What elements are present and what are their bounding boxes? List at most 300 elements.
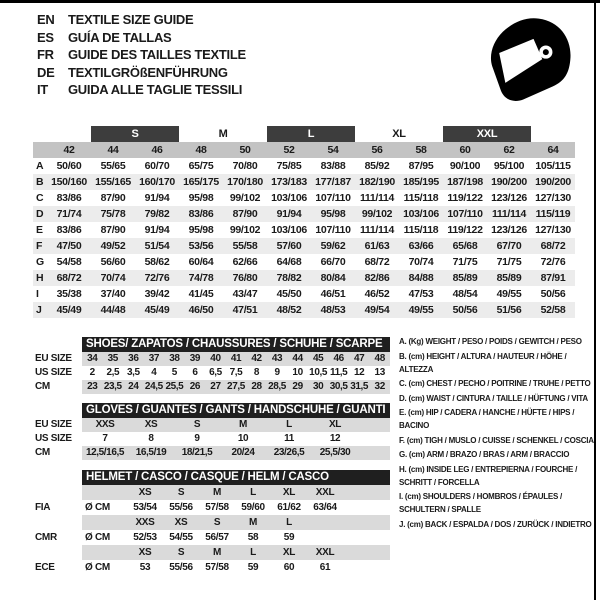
size-header: XXS bbox=[135, 517, 155, 528]
measurement-legend bbox=[399, 335, 599, 532]
size-cell: 12 bbox=[354, 367, 365, 378]
size-cell: 71/75 bbox=[496, 256, 522, 268]
size-cell: 107/110 bbox=[315, 192, 351, 204]
size-cell: 187/198 bbox=[447, 176, 483, 188]
table-row bbox=[35, 432, 390, 446]
size-cell: 34 bbox=[87, 353, 98, 364]
size-cell: 59/62 bbox=[320, 240, 346, 252]
row-cells bbox=[82, 560, 390, 575]
size-cell: 40 bbox=[210, 353, 221, 364]
size-cell: 75/78 bbox=[100, 208, 126, 220]
size-cell: 99/102 bbox=[229, 192, 261, 204]
gloves-table-title: GLOVES / GUANTES / GANTS / HANDSCHUHE / GUANTI bbox=[82, 403, 390, 418]
row-cells bbox=[82, 500, 390, 515]
table-row bbox=[35, 560, 390, 575]
header-spacer bbox=[35, 470, 82, 485]
row-cells bbox=[82, 485, 390, 500]
row-label: F bbox=[36, 240, 43, 252]
size-cell: 115/118 bbox=[403, 192, 439, 204]
row-cells bbox=[82, 515, 390, 530]
size-header: L bbox=[250, 487, 256, 498]
size-cell: 39 bbox=[189, 353, 201, 364]
size-cell: 39/42 bbox=[144, 288, 170, 300]
language-row bbox=[37, 11, 246, 29]
size-cell: 65/75 bbox=[188, 160, 214, 172]
size-cell: 46 bbox=[333, 353, 344, 364]
size-cell: 3,5 bbox=[126, 367, 140, 378]
column-header: 58 bbox=[415, 144, 427, 156]
size-header: XL bbox=[282, 487, 296, 498]
size-header: S bbox=[213, 517, 221, 528]
unit-cell bbox=[82, 545, 127, 560]
size-cell: 2 bbox=[89, 367, 95, 378]
size-cell: 50/56 bbox=[540, 288, 566, 300]
size-cell: XS bbox=[144, 419, 158, 430]
legend-item: F. (cm) TIGH / MUSLO / CUISSE / SCHENKEL / COSCIA bbox=[399, 435, 594, 445]
row-label: US SIZE bbox=[35, 367, 72, 378]
size-cell: 85/92 bbox=[364, 160, 390, 172]
size-cell: 61/62 bbox=[277, 502, 301, 513]
size-header: S bbox=[177, 547, 185, 558]
size-cell: 58 bbox=[247, 532, 259, 543]
size-cell: 115/119 bbox=[535, 208, 571, 220]
size-cell: S bbox=[193, 419, 201, 430]
table-row bbox=[33, 206, 575, 222]
corner-spacer bbox=[33, 142, 47, 158]
size-cell: 37/40 bbox=[100, 288, 126, 300]
size-cell: 6,5 bbox=[209, 367, 222, 378]
column-header: 42 bbox=[63, 144, 75, 156]
table-row bbox=[35, 530, 390, 545]
row-label: B bbox=[36, 176, 44, 188]
size-header: L bbox=[286, 517, 292, 528]
size-cell: 11 bbox=[284, 433, 294, 444]
size-cell: 95/98 bbox=[188, 224, 214, 236]
size-cell: 42 bbox=[251, 353, 262, 364]
size-cell: 37 bbox=[148, 353, 160, 364]
size-cell: 48/53 bbox=[320, 304, 346, 316]
corner-spacer bbox=[33, 126, 47, 142]
row-label: H bbox=[36, 272, 44, 284]
row-label: CM bbox=[35, 381, 50, 392]
size-header: XL bbox=[282, 547, 296, 558]
size-cell: 54/55 bbox=[169, 532, 193, 543]
size-cell: 49/55 bbox=[408, 304, 434, 316]
size-cell: 20/24 bbox=[231, 447, 255, 458]
size-cell: 87/90 bbox=[100, 224, 126, 236]
row-cells bbox=[82, 380, 390, 394]
shoes-table-header bbox=[35, 337, 390, 352]
size-cell: 48/52 bbox=[276, 304, 302, 316]
language-row bbox=[37, 29, 246, 47]
size-cell: 27 bbox=[210, 381, 221, 392]
size-cell: 123/126 bbox=[491, 192, 527, 204]
gloves-table-header bbox=[35, 403, 390, 418]
size-cell: 90/100 bbox=[449, 160, 481, 172]
size-cell: 43 bbox=[271, 353, 283, 364]
size-band: XL bbox=[392, 128, 406, 140]
column-header: 48 bbox=[195, 144, 207, 156]
size-cell: 49/54 bbox=[364, 304, 390, 316]
size-cell: 150/160 bbox=[51, 176, 87, 188]
size-cell: 105/115 bbox=[535, 160, 571, 172]
size-cell: 11,5 bbox=[329, 367, 348, 378]
size-cell: 79/82 bbox=[144, 208, 170, 220]
size-band: S bbox=[91, 126, 179, 142]
size-cell: 58/62 bbox=[144, 256, 170, 268]
table-row bbox=[35, 500, 390, 515]
size-cell: 24,5 bbox=[144, 381, 163, 392]
table-row bbox=[33, 270, 575, 286]
size-cell: 9 bbox=[274, 367, 280, 378]
size-cell: 46/50 bbox=[188, 304, 214, 316]
row-label-spacer bbox=[35, 545, 82, 560]
row-cells bbox=[82, 446, 390, 460]
size-cell: 165/175 bbox=[183, 176, 219, 188]
language-code: IT bbox=[37, 82, 48, 97]
size-cell: 60/70 bbox=[144, 160, 170, 172]
helmet-icon-svg bbox=[486, 14, 574, 106]
unit-cell: Ø CM bbox=[85, 562, 110, 573]
language-row bbox=[37, 64, 246, 82]
size-cell: 83/86 bbox=[56, 224, 82, 236]
size-cell: 44 bbox=[292, 353, 303, 364]
size-cell: 47/50 bbox=[56, 240, 82, 252]
size-cell: 54/58 bbox=[56, 256, 82, 268]
unit-cell bbox=[82, 485, 127, 500]
table-row bbox=[33, 174, 575, 190]
size-cell: 78/82 bbox=[276, 272, 302, 284]
language-row bbox=[37, 46, 246, 64]
size-cell: 30 bbox=[312, 381, 324, 392]
size-cell: 46/52 bbox=[364, 288, 390, 300]
size-cell: 61/63 bbox=[364, 240, 390, 252]
helmet-icon bbox=[486, 14, 574, 106]
language-title-block bbox=[37, 11, 246, 99]
size-cell: 111/114 bbox=[359, 192, 395, 204]
size-cell: 57/58 bbox=[205, 502, 229, 513]
size-cell: 84/88 bbox=[408, 272, 434, 284]
column-header-row bbox=[33, 142, 575, 158]
size-cell: 119/122 bbox=[447, 192, 483, 204]
language-text: TEXTILE SIZE GUIDE bbox=[68, 12, 194, 27]
size-cell: 82/86 bbox=[364, 272, 390, 284]
row-label: ECE bbox=[35, 562, 55, 573]
row-label: I bbox=[36, 288, 39, 300]
size-header: L bbox=[250, 547, 256, 558]
size-cell: 12 bbox=[329, 433, 341, 444]
size-cell: 103/106 bbox=[271, 192, 307, 204]
size-cell: 49/55 bbox=[496, 288, 522, 300]
size-cell: 59 bbox=[247, 562, 259, 573]
size-band: L bbox=[267, 126, 355, 142]
size-cell: 51/54 bbox=[144, 240, 170, 252]
size-cell: 10 bbox=[292, 367, 303, 378]
row-label: US SIZE bbox=[35, 433, 72, 444]
table-row bbox=[33, 190, 575, 206]
size-cell: 70/80 bbox=[232, 160, 258, 172]
row-label-spacer bbox=[35, 485, 82, 500]
size-cell: 170/180 bbox=[227, 176, 263, 188]
row-label: G bbox=[36, 256, 44, 268]
table-row bbox=[33, 254, 575, 270]
size-cell: 71/75 bbox=[452, 256, 478, 268]
size-cell: 85/89 bbox=[496, 272, 522, 284]
row-label: CMR bbox=[35, 532, 57, 543]
row-cells bbox=[82, 352, 390, 366]
size-cell: 52/58 bbox=[540, 304, 566, 316]
size-cell: 68/72 bbox=[540, 240, 566, 252]
size-cell: 107/110 bbox=[315, 224, 351, 236]
row-label: J bbox=[36, 304, 42, 316]
size-cell: 127/130 bbox=[535, 224, 571, 236]
size-cell: 99/102 bbox=[361, 208, 393, 220]
row-label: C bbox=[36, 192, 44, 204]
table-row bbox=[33, 158, 575, 174]
size-cell: 32 bbox=[374, 381, 385, 392]
language-text: GUÍA DE TALLAS bbox=[68, 29, 172, 45]
size-cell: 24 bbox=[128, 381, 139, 392]
size-header-row bbox=[35, 515, 390, 530]
size-cell: 45/49 bbox=[144, 304, 170, 316]
size-cell: 119/122 bbox=[447, 224, 483, 236]
size-cell: 95/100 bbox=[493, 160, 525, 172]
language-code: DE bbox=[37, 64, 55, 80]
table-row bbox=[35, 446, 390, 460]
row-label: FIA bbox=[35, 502, 51, 513]
size-cell: 64/68 bbox=[276, 256, 302, 268]
size-cell: 41/45 bbox=[188, 288, 214, 300]
size-cell: 50/56 bbox=[452, 304, 478, 316]
size-cell: 52/53 bbox=[133, 532, 157, 543]
column-header: 54 bbox=[327, 144, 339, 156]
size-cell: 80/84 bbox=[320, 272, 346, 284]
shoes-table bbox=[35, 337, 390, 394]
size-cell: 5 bbox=[171, 367, 177, 378]
row-label-spacer bbox=[35, 515, 82, 530]
size-header: M bbox=[212, 547, 222, 558]
size-cell: 59/60 bbox=[241, 502, 265, 513]
legend-item: G. (cm) ARM / BRAZO / BRAS / ARM / BRACCIO bbox=[399, 450, 570, 459]
row-label: D bbox=[36, 208, 44, 220]
size-header: M bbox=[212, 487, 222, 498]
size-cell: 50/60 bbox=[56, 160, 82, 172]
size-cell: 10 bbox=[237, 433, 249, 444]
size-cell: 10,5 bbox=[309, 367, 328, 378]
size-cell: 91/94 bbox=[144, 192, 170, 204]
size-cell: 43/47 bbox=[232, 288, 258, 300]
size-cell: 36 bbox=[128, 353, 139, 364]
size-cell: 25,5/30 bbox=[319, 447, 351, 458]
size-cell: 62/66 bbox=[232, 256, 258, 268]
size-cell: 16,5/19 bbox=[135, 447, 167, 458]
language-code: EN bbox=[37, 12, 55, 27]
size-band bbox=[531, 126, 575, 142]
row-cells bbox=[82, 545, 390, 560]
size-cell: 95/98 bbox=[320, 208, 346, 220]
gloves-table bbox=[35, 403, 390, 460]
size-band: XXL bbox=[443, 126, 531, 142]
size-cell: 70/74 bbox=[408, 256, 434, 268]
size-cell: 25,5 bbox=[165, 381, 184, 392]
size-header: S bbox=[177, 487, 185, 498]
size-cell: 8 bbox=[253, 367, 260, 378]
size-cell: 44/48 bbox=[100, 304, 126, 316]
size-cell: 55/58 bbox=[232, 240, 258, 252]
size-cell: 26 bbox=[189, 381, 201, 392]
size-cell: 155/165 bbox=[95, 176, 131, 188]
table-row bbox=[33, 222, 575, 238]
size-header-row bbox=[35, 485, 390, 500]
language-code: ES bbox=[37, 29, 54, 45]
legend-item: I. (cm) SHOULDERS / HOMBROS / ÉPAULES / SCHULTERN / SPALLE bbox=[399, 492, 563, 514]
size-cell: 83/88 bbox=[320, 160, 346, 172]
legend-item: J. (cm) BACK / ESPALDA / DOS / ZURÜCK / INDIETRO bbox=[399, 519, 592, 529]
size-cell: 107/110 bbox=[447, 208, 483, 220]
column-header: 50 bbox=[239, 144, 251, 156]
size-cell: 57/58 bbox=[205, 562, 229, 573]
size-cell: 68/72 bbox=[364, 256, 390, 268]
size-cell: 53/56 bbox=[188, 240, 214, 252]
table-row bbox=[35, 352, 390, 366]
size-cell: 23,5 bbox=[103, 381, 122, 392]
size-cell: 66/70 bbox=[320, 256, 346, 268]
size-cell: 68/72 bbox=[56, 272, 82, 284]
size-cell: 60/64 bbox=[188, 256, 214, 268]
size-cell: 41 bbox=[230, 353, 242, 364]
row-cells bbox=[82, 366, 390, 380]
size-header: XXL bbox=[315, 487, 335, 498]
size-cell: 35 bbox=[107, 353, 118, 364]
size-cell: 91/94 bbox=[144, 224, 170, 236]
row-label: EU SIZE bbox=[35, 353, 72, 364]
size-cell: 173/183 bbox=[271, 176, 307, 188]
size-cell: 59 bbox=[283, 532, 295, 543]
size-cell: 45/49 bbox=[56, 304, 82, 316]
size-cell: 65/68 bbox=[452, 240, 478, 252]
column-header: 64 bbox=[547, 144, 559, 156]
size-cell: 74/78 bbox=[188, 272, 214, 284]
table-row bbox=[35, 380, 390, 394]
size-header: XS bbox=[138, 487, 152, 498]
size-cell: 47/51 bbox=[232, 304, 258, 316]
legend-item: A. (Kg) WEIGHT / PESO / POIDS / GEWITCH / PESO bbox=[399, 337, 582, 346]
size-band: M bbox=[218, 128, 228, 140]
table-row bbox=[33, 302, 575, 318]
size-cell: 53 bbox=[139, 562, 151, 573]
size-cell: 182/190 bbox=[359, 176, 395, 188]
size-cell: 38 bbox=[169, 353, 180, 364]
row-cells bbox=[82, 530, 390, 545]
size-cell: 48/54 bbox=[452, 288, 478, 300]
size-cell: 95/98 bbox=[188, 192, 214, 204]
size-cell: 12,5/16,5 bbox=[85, 447, 125, 458]
table-row bbox=[35, 418, 390, 432]
column-header: 60 bbox=[459, 144, 471, 156]
size-cell: 71/74 bbox=[56, 208, 82, 220]
size-cell: 67/70 bbox=[496, 240, 522, 252]
size-cell: 56/60 bbox=[100, 256, 126, 268]
apparel-size-table bbox=[33, 126, 575, 318]
size-cell: 6 bbox=[192, 367, 198, 378]
size-cell bbox=[307, 530, 343, 545]
column-header: 46 bbox=[151, 144, 163, 156]
size-cell: 23 bbox=[87, 381, 98, 392]
size-cell: 45 bbox=[312, 353, 324, 364]
size-cell: 185/195 bbox=[403, 176, 439, 188]
row-label: E bbox=[36, 224, 43, 236]
size-cell: 53/54 bbox=[133, 502, 157, 513]
size-header bbox=[307, 515, 343, 530]
column-header: 52 bbox=[283, 144, 295, 156]
helmet-table-header bbox=[35, 470, 390, 485]
header-spacer bbox=[35, 403, 82, 418]
size-cell: 28,5 bbox=[268, 381, 286, 392]
language-text: GUIDE DES TAILLES TEXTILE bbox=[68, 47, 246, 62]
size-cell: 87/90 bbox=[100, 192, 126, 204]
size-cell: 8 bbox=[148, 433, 154, 444]
language-code: FR bbox=[37, 47, 54, 62]
page-top-border bbox=[0, 0, 600, 3]
size-cell: 99/102 bbox=[229, 224, 261, 236]
legend-item: H. (cm) INSIDE LEG / ENTREPIERNA / FOURCHE / SCHRITT / FORCELLA bbox=[399, 464, 578, 487]
size-cell: 55/65 bbox=[100, 160, 126, 172]
legend-item: B. (cm) HEIGHT / ALTURA / HAUTEUR / HÖHE / ALTEZZA bbox=[399, 351, 567, 374]
size-cell: 190/200 bbox=[535, 176, 571, 188]
language-row bbox=[37, 81, 246, 99]
header-spacer bbox=[35, 337, 82, 352]
size-cell: 91/94 bbox=[276, 208, 302, 220]
size-cell: 72/76 bbox=[144, 272, 170, 284]
table-row bbox=[33, 286, 575, 302]
size-cell: 177/187 bbox=[315, 176, 351, 188]
language-text: TEXTILGRÖßENFÜHRUNG bbox=[68, 64, 228, 80]
language-text: GUIDA ALLE TAGLIE TESSILI bbox=[68, 82, 243, 97]
size-cell: 28 bbox=[251, 381, 262, 392]
size-cell: 76/80 bbox=[232, 272, 258, 284]
size-header-row bbox=[35, 545, 390, 560]
size-cell: 49/52 bbox=[100, 240, 126, 252]
size-band bbox=[47, 126, 91, 142]
size-cell: 57/60 bbox=[276, 240, 302, 252]
column-header: 62 bbox=[503, 144, 515, 156]
size-cell: 18/21,5 bbox=[181, 447, 213, 458]
size-cell: 83/86 bbox=[188, 208, 214, 220]
size-cell: 55/56 bbox=[169, 562, 193, 573]
helmet-table bbox=[35, 470, 390, 575]
size-cell: 85/89 bbox=[452, 272, 478, 284]
size-cell: 63/64 bbox=[313, 502, 337, 513]
unit-cell: Ø CM bbox=[85, 502, 110, 513]
row-label: CM bbox=[35, 447, 50, 458]
row-label: EU SIZE bbox=[35, 419, 72, 430]
legend-item: D. (cm) WAIST / CINTURA / TAILLE / HÜFTUNG / VITA bbox=[399, 393, 588, 403]
size-cell: 9 bbox=[194, 433, 200, 444]
size-cell: 56/57 bbox=[205, 532, 229, 543]
size-cell: 87/90 bbox=[232, 208, 258, 220]
size-cell: 35/38 bbox=[56, 288, 82, 300]
size-cell: 111/114 bbox=[491, 208, 527, 220]
column-header: 44 bbox=[107, 144, 119, 156]
size-cell: 72/76 bbox=[540, 256, 566, 268]
size-header: XS bbox=[174, 517, 188, 528]
size-cell: 45/50 bbox=[276, 288, 302, 300]
size-cell: 2,5 bbox=[106, 367, 120, 378]
size-header: XS bbox=[138, 547, 152, 558]
size-cell: 70/74 bbox=[100, 272, 126, 284]
size-cell: 103/106 bbox=[403, 208, 439, 220]
size-cell: 111/114 bbox=[359, 224, 395, 236]
